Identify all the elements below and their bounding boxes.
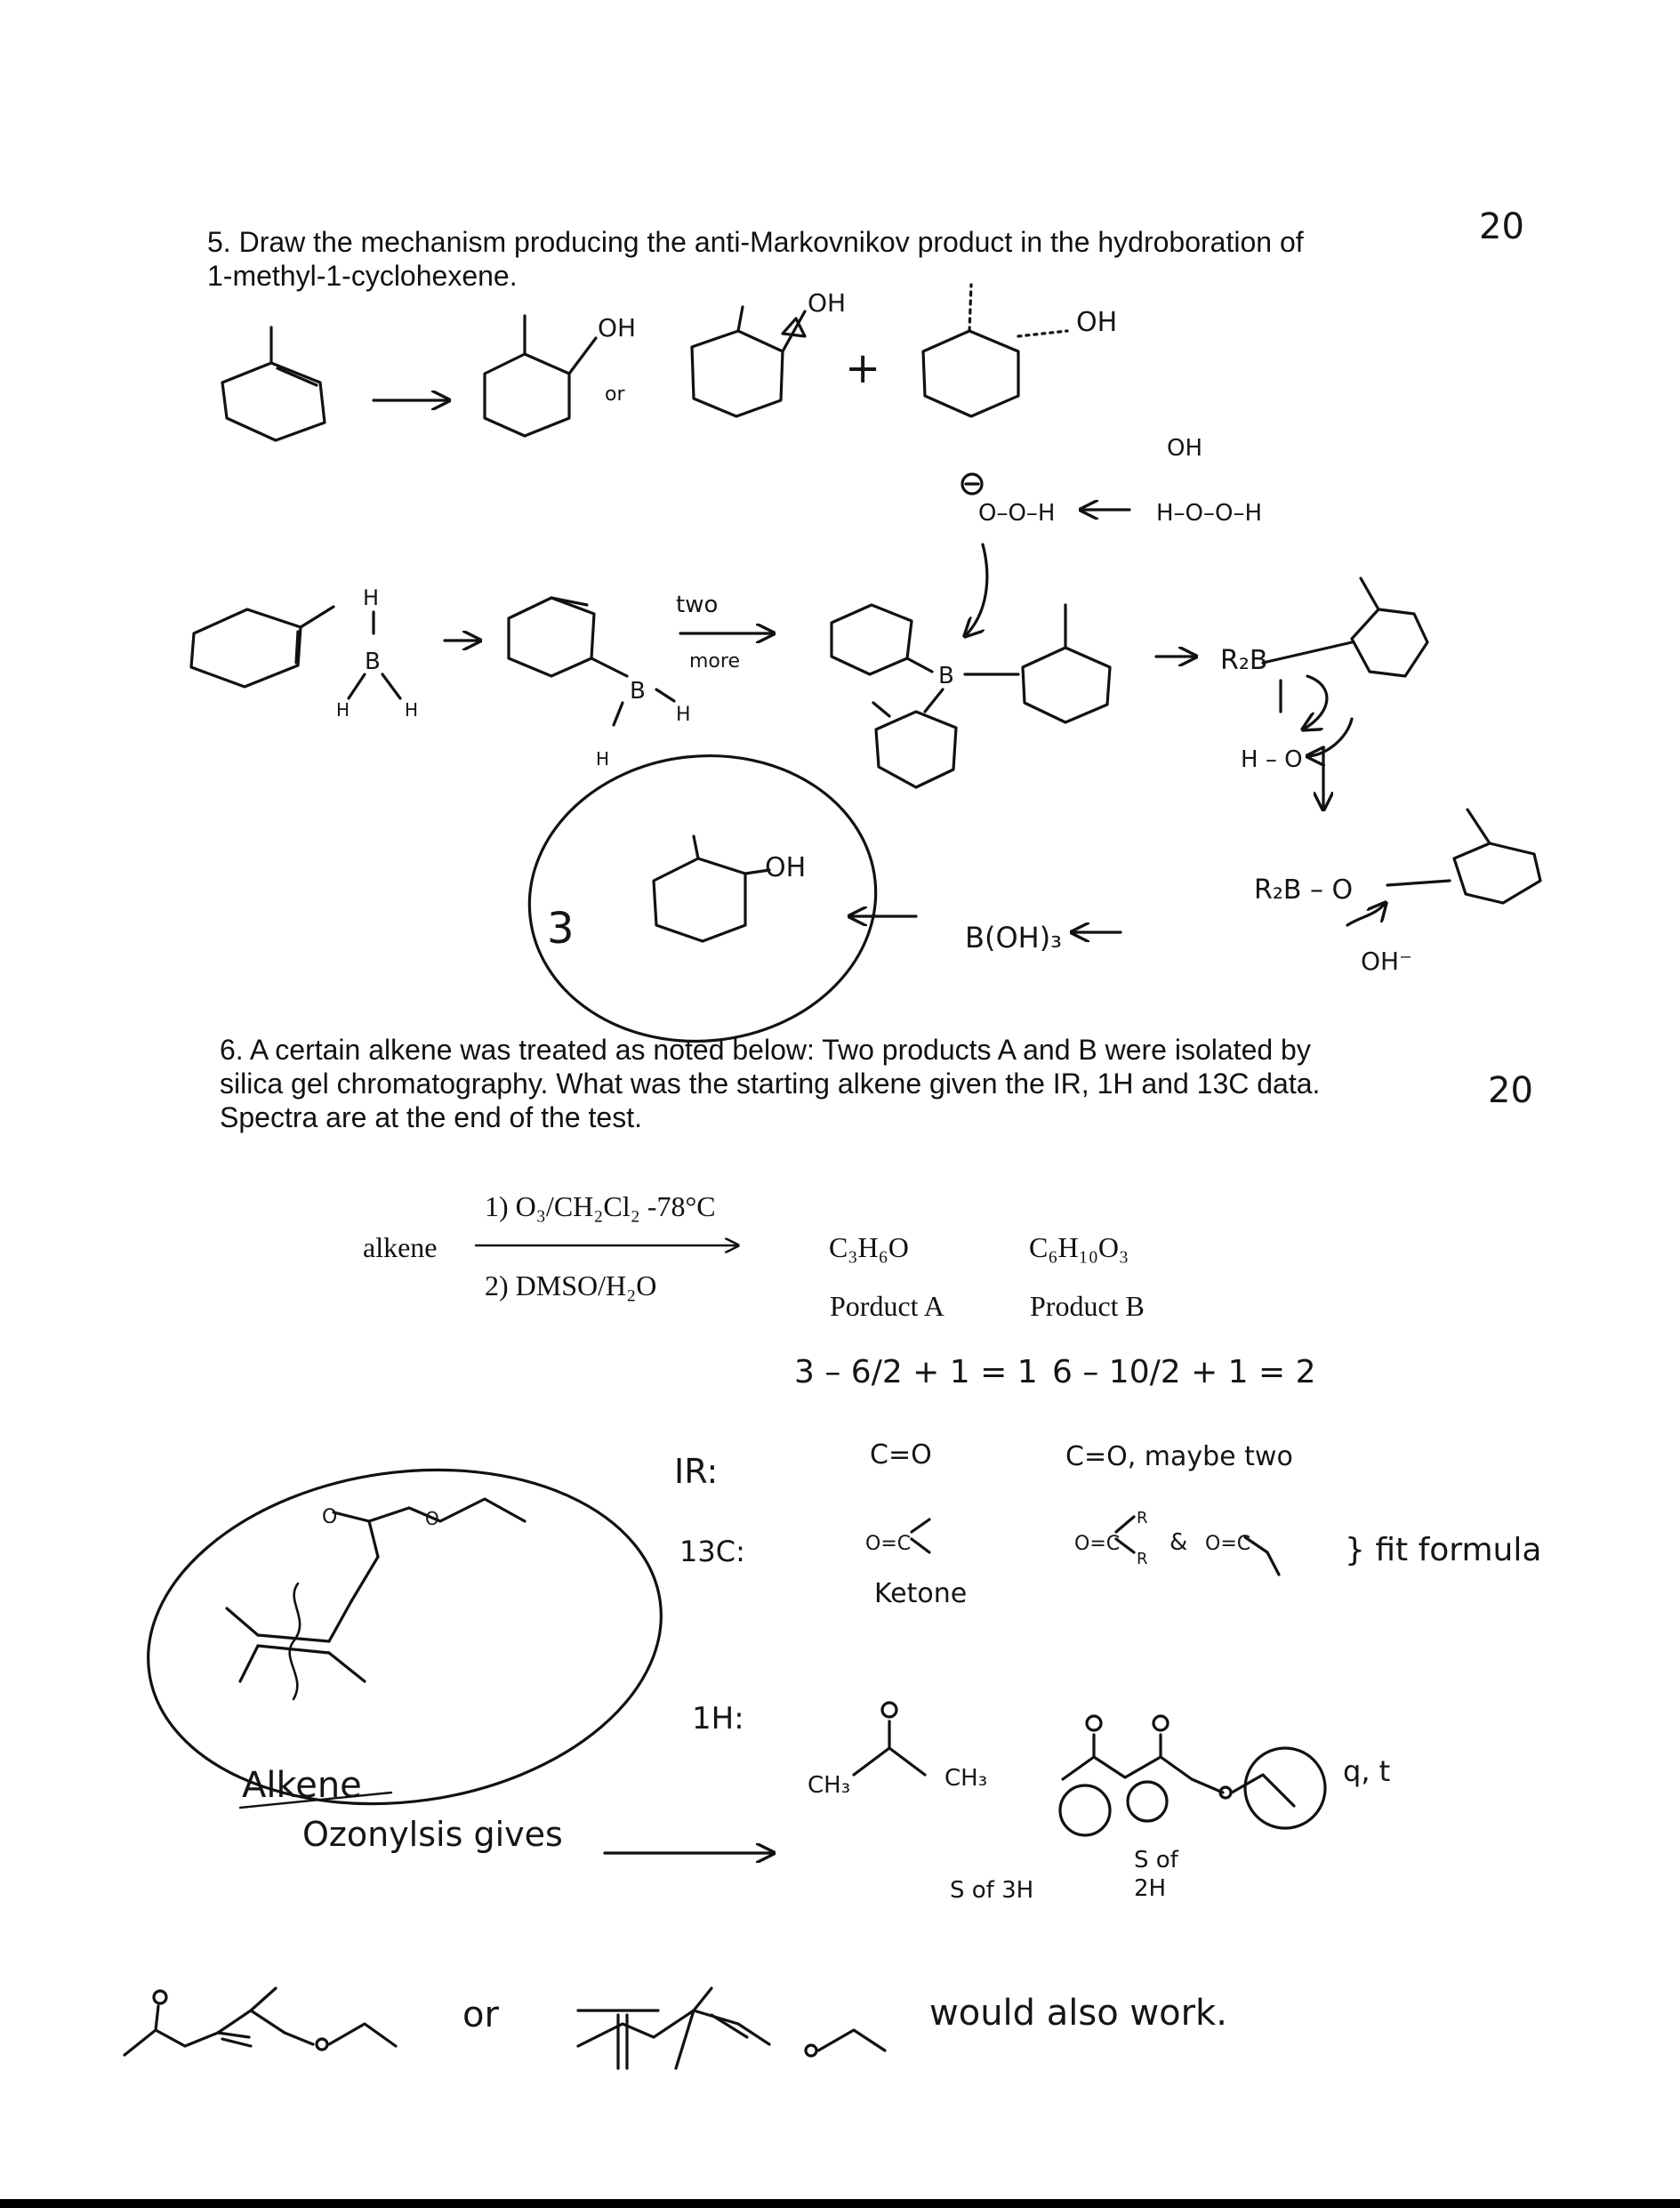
bh3-h-right: H [405,699,419,721]
score-q6: 20 [1488,1070,1533,1111]
oh-label-3: OH [1076,307,1118,338]
question-5-line-1: 5. Draw the mechanism producing the anti-Markovnikov product in the hydroboration of [207,226,1304,258]
ir-b: C=O, maybe two [1065,1441,1293,1472]
trialkylborane [832,605,1110,787]
borane-h-2: H [596,748,610,770]
borate-ester [1254,810,1540,976]
ozonolysis-label: Ozonylsis gives [302,1815,563,1854]
ch3-right: CH₃ [944,1765,988,1792]
peroxide-label: H–O–O–H [1156,500,1263,527]
oh-label-2: OH [808,288,847,318]
unsaturation-b: 6 – 10/2 + 1 = 2 [1052,1354,1316,1390]
svg-text:O=C: O=C [865,1533,912,1555]
product-alcohol-2 [692,288,846,416]
borane-h: H [676,704,691,726]
plus-sign: + [845,343,881,393]
reagent-step-2: 2) DMSO/H₂O [485,1269,657,1301]
svg-text:O: O [425,1508,439,1529]
svg-text:&: & [1170,1529,1188,1556]
starting-alkene-structure [227,1499,525,1699]
r2b-o-label: R₂B – O [1254,874,1354,906]
svg-text:O=C: O=C [1205,1533,1251,1555]
peroxide-attack [1156,578,1427,810]
alkene-plus-bh3 [191,585,418,721]
two-label: two [676,592,719,618]
scan-edge-bar [0,2199,1680,2208]
or-bottom: or [462,1994,499,2035]
bh3-h-top: H [363,585,380,610]
answer-circle-q5 [515,738,889,1058]
peroxide-anion-label: O–O–H [978,500,1056,527]
would-also-work: would also work. [929,1993,1227,2034]
product-b-label: Product B [1030,1290,1145,1322]
question-6-line-3: Spectra are at the end of the test. [220,1101,642,1133]
alternative-structure-1 [125,1988,396,2055]
fit-formula: } fit formula [1345,1532,1542,1568]
peroxide-formation [962,435,1262,636]
acetone-structure [854,1703,925,1775]
q-t-label: q, t [1343,1754,1391,1788]
borane-b: B [630,678,646,705]
ir-a: C=O [870,1439,932,1471]
alkene-label: Alkene [242,1765,362,1806]
bh3-b: B [365,649,381,675]
question-5-line-2: 1-methyl-1-cyclohexene. [207,260,518,292]
alkene-underline [240,1793,391,1808]
h1-label: 1H: [692,1701,744,1737]
answer-circle-q6 [126,1438,683,1835]
alcohol-oh-label: OH [765,852,807,883]
reactant-alkene: alkene [363,1231,438,1263]
c13-label: 13C: [679,1535,745,1568]
final-alcohol [654,836,806,941]
bh3-h-left: H [336,699,350,721]
boric-acid-label: B(OH)₃ [965,921,1062,955]
svg-text:O=C: O=C [1074,1533,1121,1555]
c13-ketone: Ketone [874,1578,968,1609]
question-6-line-2: silica gel chromatography. What was the starting alkene given the IR, 1H and 13C data. [220,1068,1321,1100]
oh-label-1: OH [598,313,637,342]
oh-minus-label: OH⁻ [1361,947,1412,976]
hydroxide-label: OH [1167,435,1203,462]
methylcyclohexene-structure [222,327,325,440]
h-o-label: H – O [1241,746,1303,773]
r2b-label: R₂B [1220,645,1268,676]
singlet-2h: S of 2H [1134,1847,1178,1902]
c13-structures [865,1509,1279,1575]
reagent-step-1: 1) O₃/CH₂Cl₂ -78°C [485,1190,716,1222]
unsaturation-a: 3 – 6/2 + 1 = 1 [794,1354,1038,1390]
c13-b-r2: R [1137,1550,1148,1568]
product-a-label: Porduct A [830,1290,944,1322]
more-label: more [689,650,740,673]
score-q5: 20 [1479,206,1524,247]
product-a-formula: C₃H₆O [829,1231,909,1263]
or-label: or [605,383,625,406]
singlet-3h: S of 3H [950,1877,1034,1904]
ethyl-acetoacetate-structure [1060,1716,1325,1835]
ir-label: IR: [674,1452,719,1491]
c13-b-r1: R [1137,1509,1148,1527]
trialkyl-b: B [938,663,954,689]
ch3-left: CH₃ [808,1772,851,1799]
count-three: 3 [547,904,575,954]
product-alcohol-1 [485,313,636,436]
svg-text:O: O [322,1506,338,1528]
two-more-equivalents [676,592,774,673]
alkylborane [509,598,691,770]
product-b-formula: C₆H₁₀O₃ [1029,1231,1129,1263]
question-6-line-1: 6. A certain alkene was treated as noted below: Two products A and B were isolated by [220,1034,1311,1066]
alternative-structure-2 [578,1988,885,2068]
product-alcohol-3 [923,285,1117,416]
